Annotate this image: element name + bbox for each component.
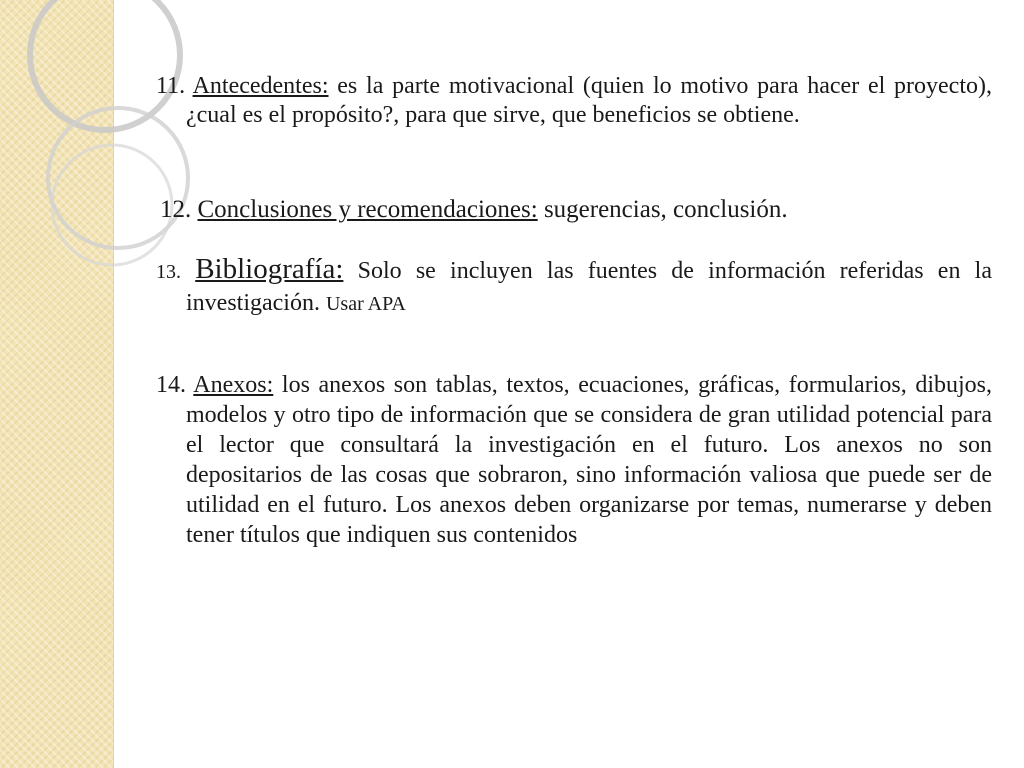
item-14-anexos (156, 370, 992, 550)
item-extra: Usar APA (325, 293, 406, 315)
item-text: los anexos son tablas, textos, ecuaciones, gráficas, formularios, dibujos, modelos y otro tipo de información que se considera de gran utilidad potencial para el lector que consultará la investigación en el futuro. Los anexos no son depositarios de las cosas que sobraron, sino información valiosa que puede ser de utilidad en el futuro. Los anexos deben organizarse por temas, numerarse y deben tener títulos que indiquen sus contenidos (186, 372, 992, 548)
item-number: 13. (156, 261, 181, 283)
item-text: sugerencias, conclusión. (537, 196, 788, 223)
item-number: 12. (160, 196, 192, 223)
item-term: Antecedentes: (192, 73, 329, 99)
item-text: es la parte motivacional (quien lo motivo para hacer el proyecto), ¿cual es el propósito?, para que sirve, que beneficios se obtiene. (186, 73, 992, 128)
item-11-antecedentes (156, 72, 992, 130)
item-12-conclusiones (160, 195, 996, 224)
item-term: Anexos: (193, 372, 274, 398)
item-number: 11. (156, 73, 186, 99)
item-text: Solo se incluyen las fuentes de información referidas en la investigación. (186, 258, 992, 316)
item-term: Conclusiones y recomendaciones: (197, 196, 538, 223)
item-number: 14. (156, 372, 186, 398)
item-13-bibliografia (156, 253, 992, 320)
item-term: Bibliografía: (195, 253, 344, 285)
